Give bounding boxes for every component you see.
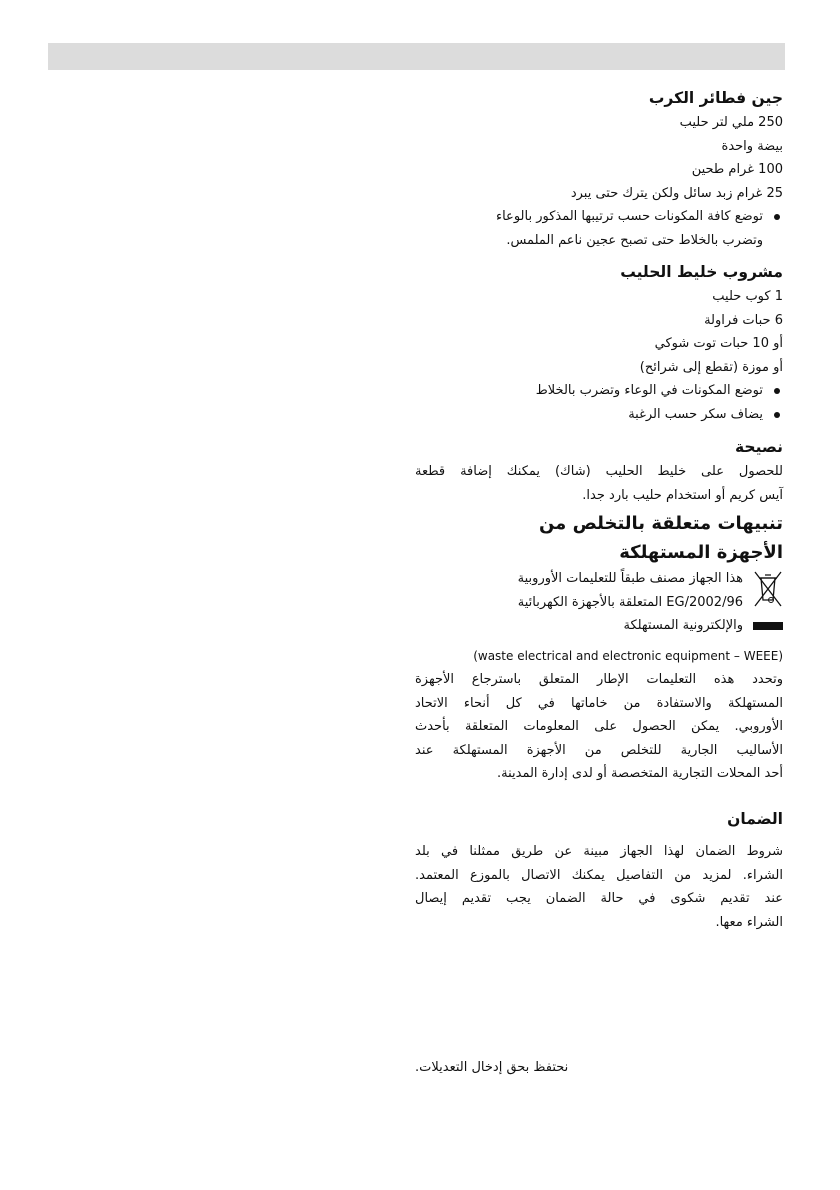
ingredient: أو موزة (تقطع إلى شرائح) bbox=[639, 359, 783, 375]
weee-bin-icon bbox=[753, 570, 783, 610]
section-title: مشروب خليط الحليب bbox=[620, 263, 783, 281]
section-warranty bbox=[415, 806, 783, 934]
section-title: الأجهزة المستهلكة bbox=[619, 542, 783, 563]
header-bar bbox=[48, 43, 785, 70]
section-milkshake bbox=[415, 259, 783, 426]
section-title: تنبيهات متعلقة بالتخلص من bbox=[538, 513, 783, 534]
section-title: نصيحة bbox=[735, 438, 783, 456]
paragraph-line: الشراء. لمزيد من التفاصيل يمكنك الاتصال بالموزع المعتمد. bbox=[415, 867, 783, 883]
section-title: جين فطائر الكرب bbox=[648, 89, 783, 107]
ingredient: 250 ملي لتر حليب bbox=[679, 115, 783, 130]
weee-line: 2002/96/EG المتعلقة بالأجهزة الكهربائية bbox=[517, 594, 743, 610]
paragraph-line: الأوروبي. يمكن الحصول على المعلومات المتعلقة بأحدث bbox=[415, 719, 783, 734]
weee-line: هذا الجهاز مصنف طبقاً للتعليمات الأوروبية bbox=[517, 571, 743, 586]
footer-note: نحتفظ بحق إدخال التعديلات. bbox=[415, 1060, 569, 1075]
weee-line bbox=[415, 614, 783, 638]
paragraph-line: أحد المحلات التجارية المتخصصة أو لدى إدارة المدينة. bbox=[496, 766, 783, 781]
weee-line-text: والإلكترونية المستهلكة bbox=[623, 618, 743, 633]
section-crepe bbox=[415, 85, 783, 252]
paragraph-line: شروط الضمان لهذا الجهاز مبينة عن طريق ممثلنا في بلد bbox=[415, 844, 783, 859]
paragraph-line: للحصول على خليط الحليب (شاك) يمكنك إضافة قطعة bbox=[415, 464, 783, 479]
paragraph-line: وتحدد هذه التعليمات الإطار المتعلق باسترجاع الأجهزة bbox=[415, 672, 783, 687]
bullet-item: توضع كافة المكونات حسب ترتيبها المذكور بالوعاء bbox=[415, 205, 783, 229]
paragraph-line: الشراء معها. bbox=[715, 914, 783, 930]
paragraph-line: الأساليب الجارية للتخلص من الأجهزة المستهلكة عند bbox=[415, 742, 783, 758]
bullet-item: توضع المكونات في الوعاء وتضرب بالخلاط bbox=[415, 379, 783, 403]
weee-bar-icon bbox=[753, 622, 783, 630]
section-title: الضمان bbox=[727, 810, 783, 828]
bullet-item-cont: وتضرب بالخلاط حتى تصبح عجين ناعم الملمس. bbox=[506, 232, 763, 248]
paragraph-line: آيس كريم أو استخدام حليب بارد جدا. bbox=[582, 487, 783, 503]
section-tip bbox=[415, 434, 783, 507]
paragraph-line: عند تقديم شكوى في حالة الضمان يجب تقديم إيصال bbox=[415, 891, 783, 906]
ingredient: بيضة واحدة bbox=[721, 138, 783, 154]
ingredient: 100 غرام طحين bbox=[691, 162, 783, 177]
ingredient: أو 10 حبات توت شوكي bbox=[654, 336, 783, 351]
ingredient: 25 غرام زبد سائل ولكن يترك حتى يبرد bbox=[570, 185, 783, 201]
bullet-item: يضاف سكر حسب الرغبة bbox=[415, 403, 783, 427]
footer-note-block bbox=[415, 1056, 783, 1080]
ingredient: 1 كوب حليب bbox=[712, 289, 783, 304]
section-disposal bbox=[415, 509, 783, 786]
ingredient: 6 حبات فراولة bbox=[704, 312, 783, 328]
english-note: (waste electrical and electronic equipment – WEEE) bbox=[473, 648, 783, 663]
paragraph-line: المستهلكة والاستفادة من خاماتها في كل أنحاء الاتحاد bbox=[415, 695, 783, 711]
